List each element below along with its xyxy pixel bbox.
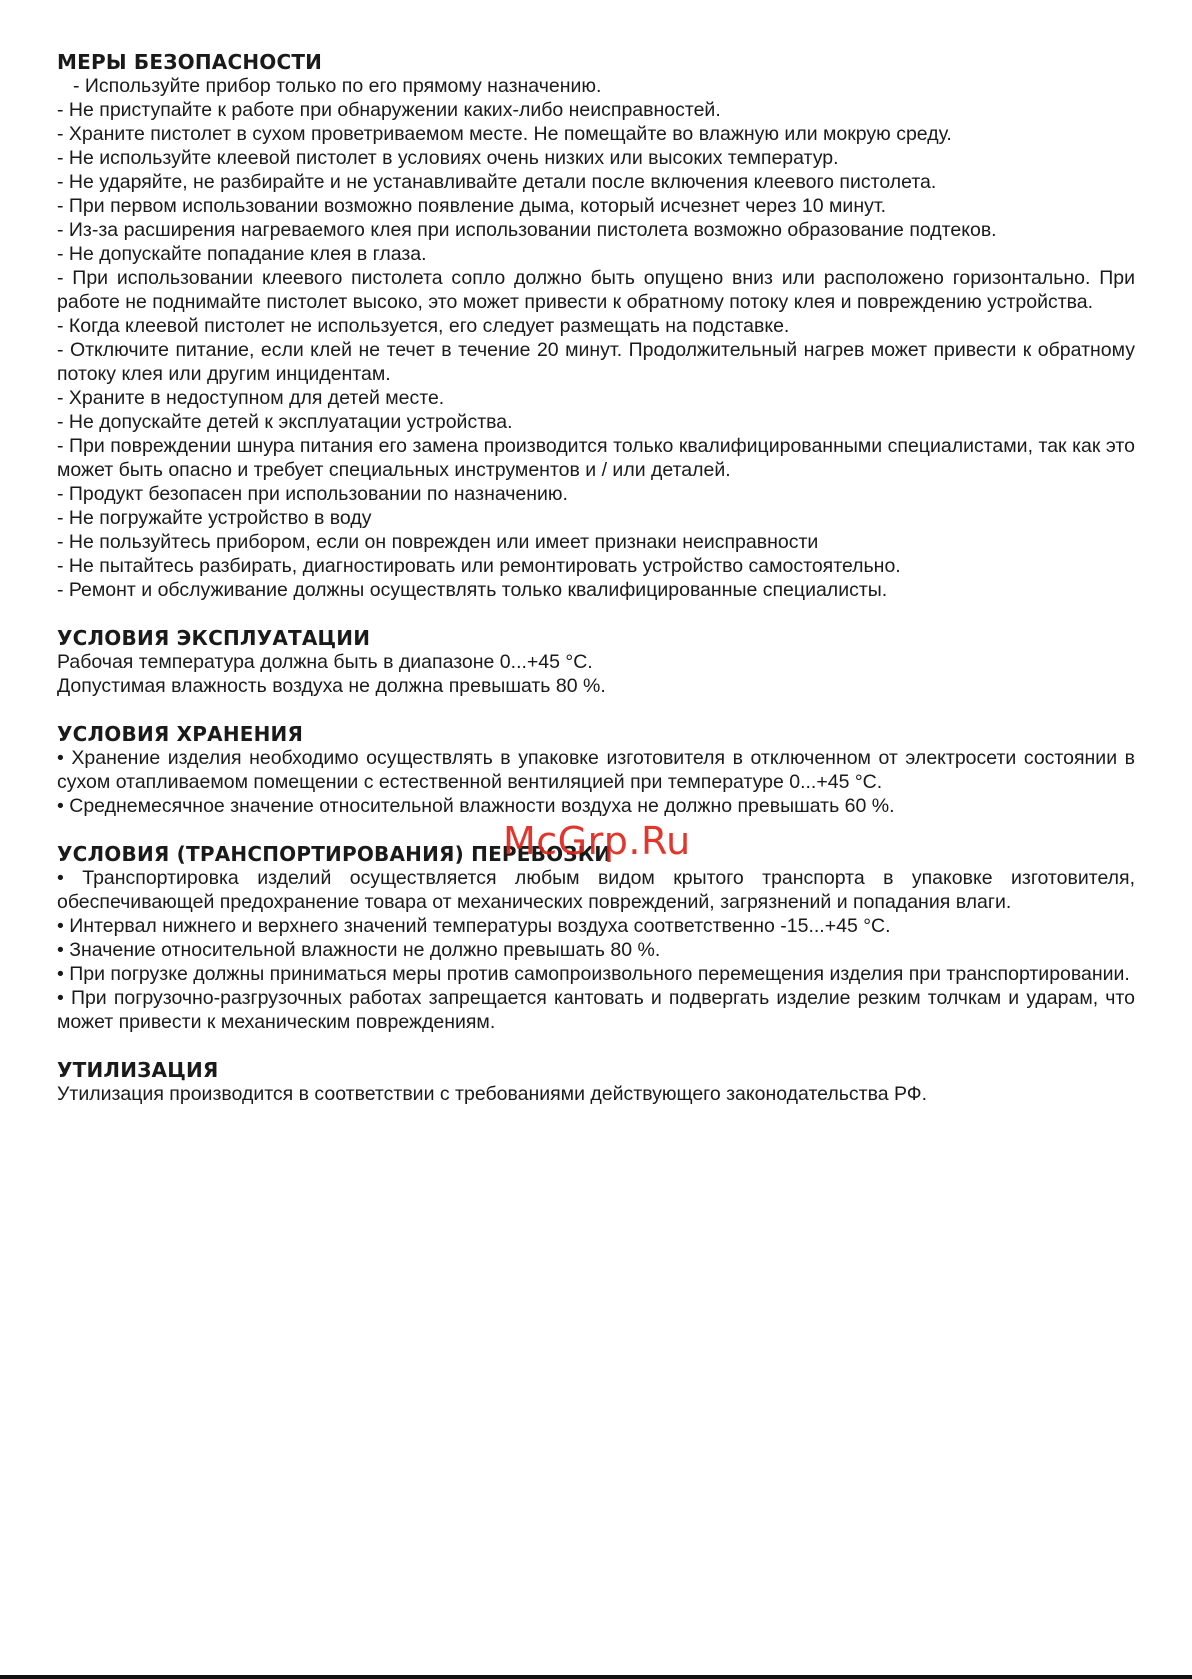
text-line: Рабочая температура должна быть в диапазоне 0...+45 °С.	[57, 651, 593, 673]
text-line: • Хранение изделия необходимо осуществлять в упаковке изготовителя в отключенном от электросети состоянии в сухом отапливаемом помещении с естественной вентиляцией при температуре 0...+45 °С.	[57, 747, 1135, 793]
text-line: - При использовании клеевого пистолета сопло должно быть опущено вниз или расположено горизонтально. При работе не поднимайте пистолет высоко, это может привести к обратному потоку клея и повреждению устройства.	[57, 267, 1135, 313]
text-line: - Используйте прибор только по его прямому назначению.	[73, 75, 602, 97]
text-line: • При погрузочно-разгрузочных работах запрещается кантовать и подвергать изделие резким толчкам и ударам, что может привести к механическим повреждениям.	[57, 987, 1135, 1033]
section-transport-conditions	[57, 842, 1135, 1034]
text-line: - Когда клеевой пистолет не используется, его следует размещать на подставке.	[57, 315, 790, 337]
text-line: - Не погружайте устройство в воду	[57, 507, 372, 529]
section-title: УСЛОВИЯ (ТРАНСПОРТИРОВАНИЯ) ПЕРЕВОЗКИ	[57, 842, 612, 866]
text-line: - При повреждении шнура питания его замена производится только квалифицированными специалистами, так как это может быть опасно и требует специальных инструментов и / или деталей.	[57, 435, 1135, 481]
text-line: - Храните пистолет в сухом проветриваемом месте. Не помещайте во влажную или мокрую среду.	[57, 123, 952, 145]
text-line: • Среднемесячное значение относительной влажности воздуха не должно превышать 60 %.	[57, 795, 895, 817]
text-line: - Не допускайте попадание клея в глаза.	[57, 243, 427, 265]
text-line: • Значение относительной влажности не должно превышать 80 %.	[57, 939, 661, 961]
text-line: - Не допускайте детей к эксплуатации устройства.	[57, 411, 513, 433]
text-line: - При первом использовании возможно появление дыма, который исчезнет через 10 минут.	[57, 195, 887, 217]
text-line: - Отключите питание, если клей не течет в течение 20 минут. Продолжительный нагрев может привести к обратному потоку клея или другим инцидентам.	[57, 339, 1135, 385]
bottom-divider	[0, 1675, 1192, 1679]
section-safety	[57, 50, 1135, 602]
text-line: - Не пытайтесь разбирать, диагностировать или ремонтировать устройство самостоятельно.	[57, 555, 901, 577]
section-title: УСЛОВИЯ ЭКСПЛУАТАЦИИ	[57, 626, 371, 650]
watermark-logo: McGrp.Ru	[503, 819, 691, 863]
section-disposal	[57, 1058, 1135, 1106]
section-storage-conditions	[57, 722, 1135, 818]
text-line: • Интервал нижнего и верхнего значений температуры воздуха соответственно -15...+45 °С.	[57, 915, 891, 937]
text-line: • Транспортировка изделий осуществляется любым видом крытого транспорта в упаковке изготовителя, обеспечивающей предохранение товара от механических повреждений, загрязнений и попадания влаги.	[57, 867, 1135, 913]
section-title: МЕРЫ БЕЗОПАСНОСТИ	[57, 50, 323, 74]
text-line: - Храните в недоступном для детей месте.	[57, 387, 445, 409]
section-title: УТИЛИЗАЦИЯ	[57, 1058, 219, 1082]
section-title: УСЛОВИЯ ХРАНЕНИЯ	[57, 722, 304, 746]
text-line: - Не ударяйте, не разбирайте и не устанавливайте детали после включения клеевого пистолета.	[57, 171, 937, 193]
text-line: Утилизация производится в соответствии с требованиями действующего законодательства РФ.	[57, 1083, 928, 1105]
text-line: - Продукт безопасен при использовании по назначению.	[57, 483, 568, 505]
text-line: - Не используйте клеевой пистолет в условиях очень низких или высоких температур.	[57, 147, 839, 169]
text-line: - Из-за расширения нагреваемого клея при использовании пистолета возможно образование подтеков.	[57, 219, 997, 241]
text-line: - Ремонт и обслуживание должны осуществлять только квалифицированные специалисты.	[57, 579, 888, 601]
section-operating-conditions	[57, 626, 1135, 698]
document-body	[57, 50, 1135, 1130]
text-line: - Не пользуйтесь прибором, если он поврежден или имеет признаки неисправности	[57, 531, 819, 553]
text-line: • При погрузке должны приниматься меры против самопроизвольного перемещения изделия при транспортировании.	[57, 963, 1130, 985]
text-line: Допустимая влажность воздуха не должна превышать 80 %.	[57, 675, 606, 697]
text-line: - Не приступайте к работе при обнаружении каких-либо неисправностей.	[57, 99, 721, 121]
